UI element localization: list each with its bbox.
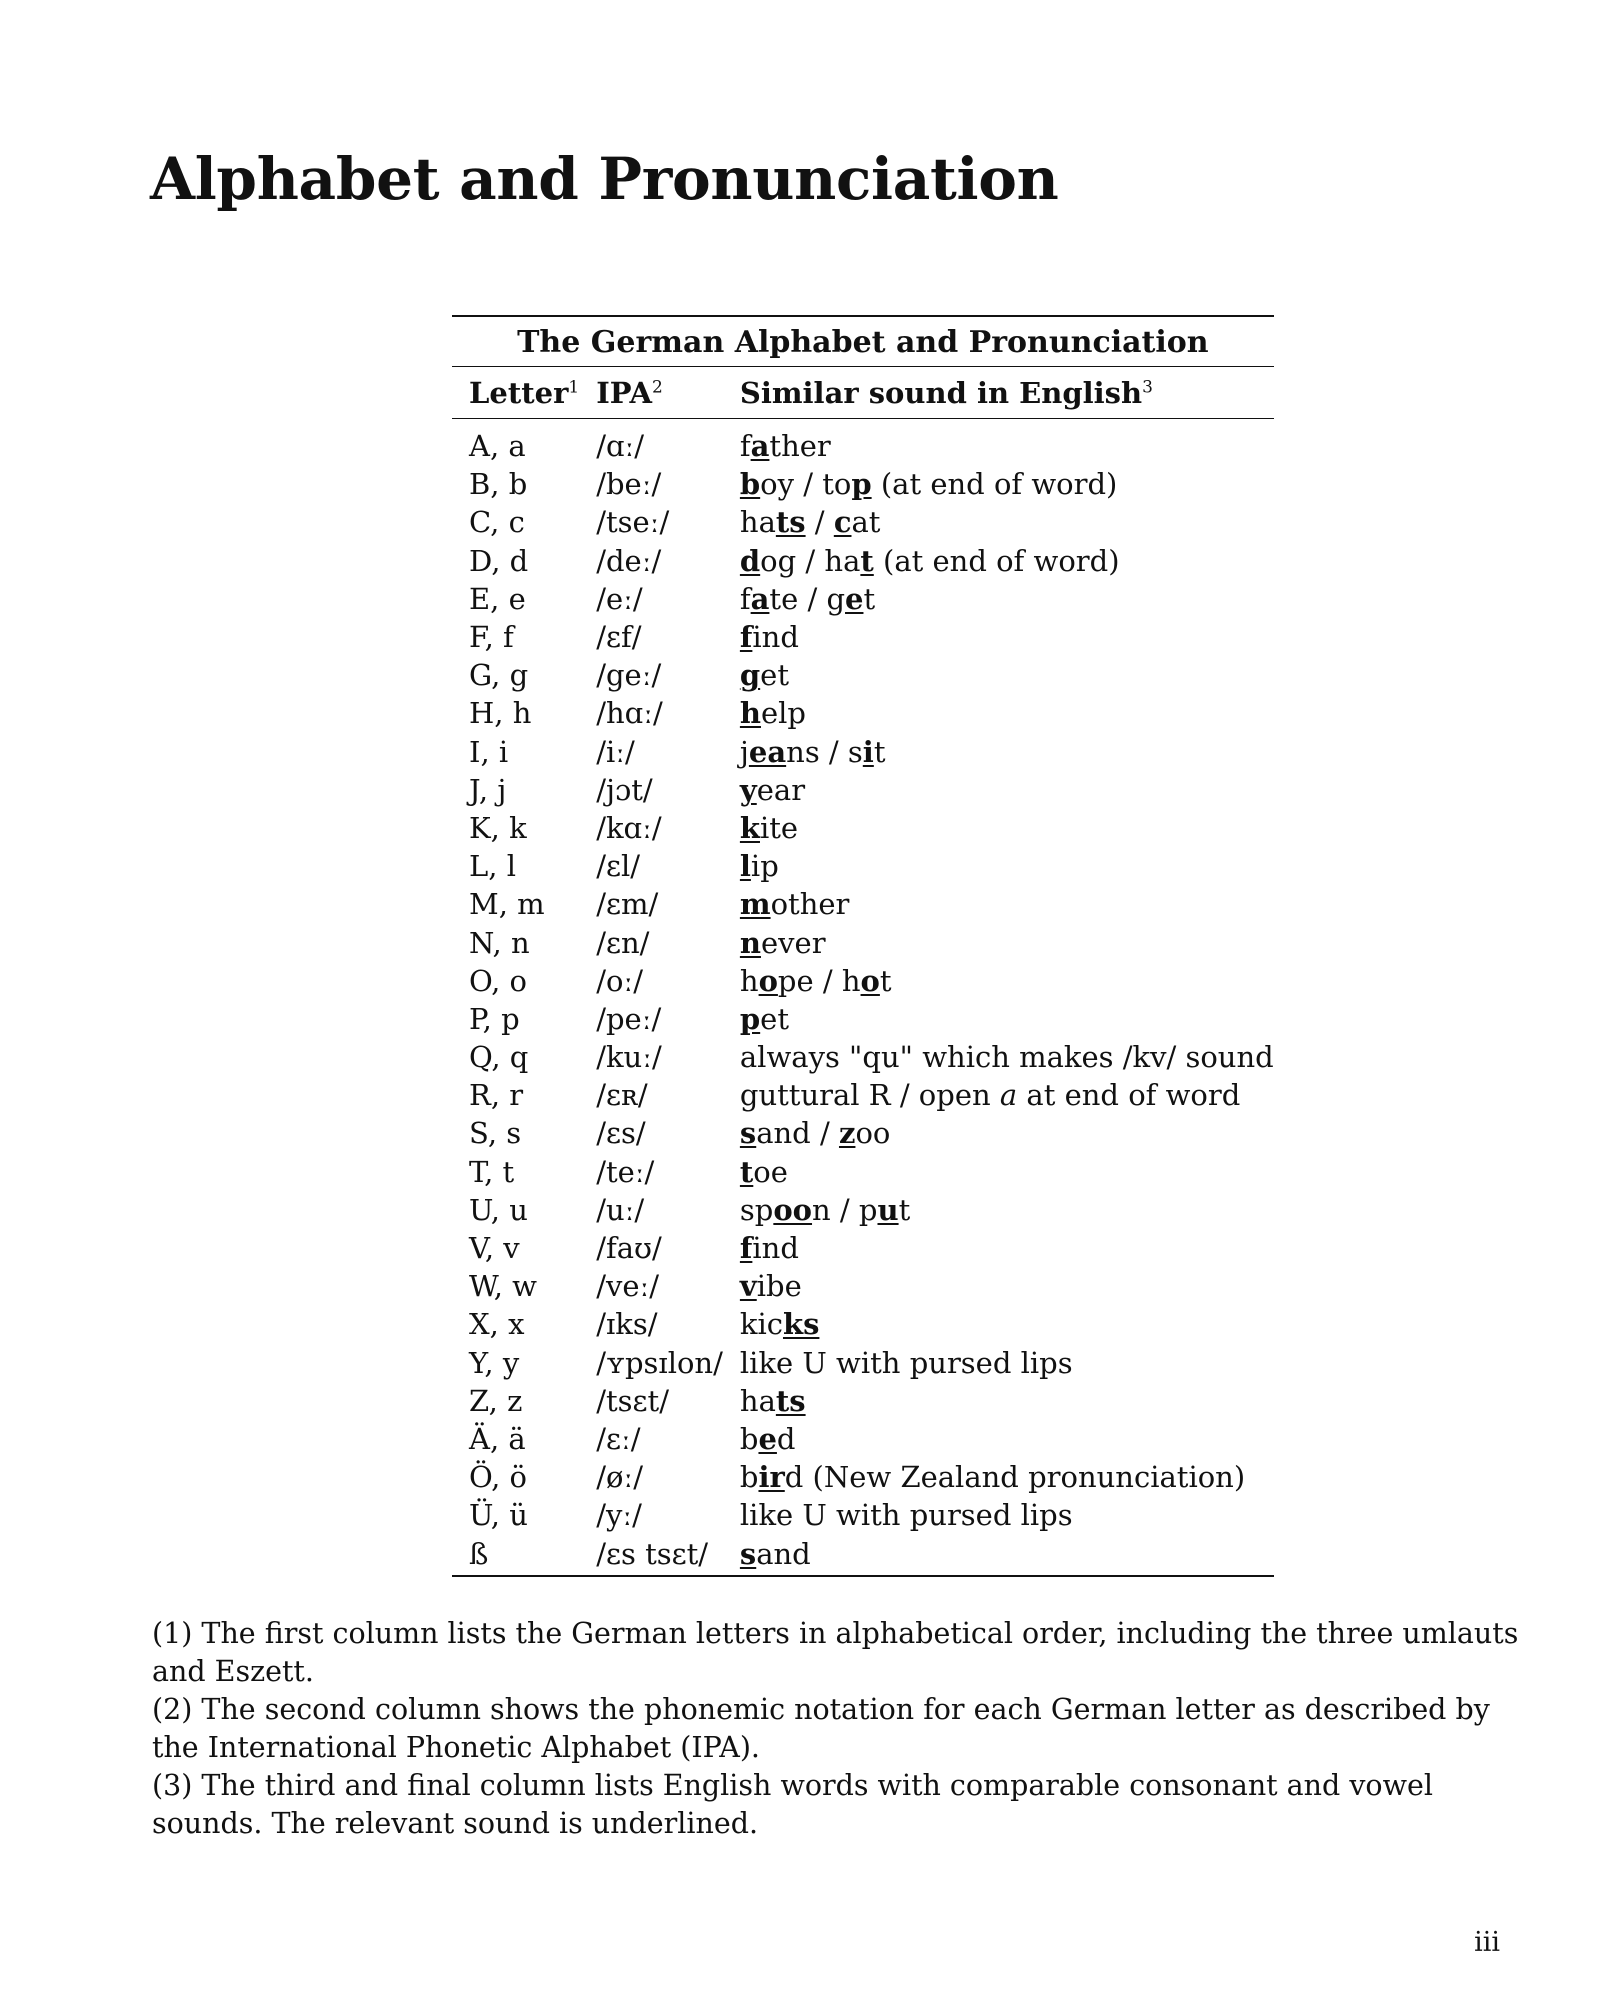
footnotes xyxy=(152,1615,1527,1843)
ipa-cell: /uː/ xyxy=(596,1192,645,1227)
ipa-cell: /ɪks/ xyxy=(596,1307,658,1342)
letter-cell: R, r xyxy=(469,1078,524,1113)
table-row xyxy=(452,1191,1274,1229)
table-row xyxy=(452,1344,1274,1382)
highlighted-sound: ir xyxy=(758,1460,785,1495)
ipa-cell: /øː/ xyxy=(596,1460,643,1495)
example-text: kic xyxy=(739,1307,783,1342)
highlighted-sound: s xyxy=(739,1116,757,1151)
english-example-cell xyxy=(723,1076,1274,1114)
letter-cell: I, i xyxy=(469,734,509,769)
example-text: og / ha xyxy=(760,543,861,578)
example-text: ibe xyxy=(756,1269,802,1304)
letter-cell: J, j xyxy=(469,772,507,807)
highlighted-sound: ea xyxy=(748,734,787,769)
highlighted-sound: u xyxy=(877,1192,899,1227)
highlighted-sound: b xyxy=(739,467,761,502)
table-row xyxy=(452,419,1274,466)
header-english-label: Similar sound in English xyxy=(739,376,1143,410)
highlighted-sound: ts xyxy=(775,505,806,540)
highlighted-sound: v xyxy=(739,1269,757,1304)
ipa-cell: /ɑː/ xyxy=(596,429,645,464)
example-text: et xyxy=(760,658,789,693)
highlighted-sound: f xyxy=(739,620,753,655)
ipa-cell: /ɛː/ xyxy=(596,1421,641,1456)
english-example-cell xyxy=(723,1382,1274,1420)
ipa-cell: /kɑː/ xyxy=(596,810,662,845)
example-text: t xyxy=(873,734,886,769)
table-row xyxy=(452,694,1274,732)
table-row xyxy=(452,771,1274,809)
english-example-cell xyxy=(723,1114,1274,1152)
ipa-cell: /geː/ xyxy=(596,658,662,693)
example-text: d (New Zealand pronunciation) xyxy=(784,1460,1246,1495)
highlighted-sound: s xyxy=(739,1536,757,1571)
example-text: like U with pursed lips xyxy=(739,1345,1073,1380)
letter-cell: E, e xyxy=(469,581,526,616)
letter-cell: W, w xyxy=(469,1269,537,1304)
header-ipa-label: IPA xyxy=(596,376,652,410)
table-row xyxy=(452,1420,1274,1458)
example-text: d xyxy=(776,1421,796,1456)
letter-cell: Ö, ö xyxy=(469,1460,527,1495)
english-example-cell xyxy=(723,1229,1274,1267)
english-example-cell xyxy=(723,847,1274,885)
alphabet-table xyxy=(452,315,1274,1577)
example-text: ha xyxy=(739,1383,776,1418)
highlighted-sound: g xyxy=(739,658,761,693)
footnote-2: (2) The second column shows the phonemic notation for each German letter as described by the International Phonetic Alphabet (IPA). xyxy=(152,1693,1490,1764)
ipa-cell: /tsɛt/ xyxy=(596,1383,669,1418)
english-example-cell xyxy=(723,542,1274,580)
ipa-cell: /ɛn/ xyxy=(596,925,650,960)
example-text: (at end of word) xyxy=(873,543,1120,578)
letter-cell: N, n xyxy=(469,925,530,960)
english-example-cell xyxy=(723,733,1274,771)
table-row xyxy=(452,503,1274,541)
example-text: elp xyxy=(760,696,806,731)
english-example-cell xyxy=(723,1153,1274,1191)
table-body xyxy=(452,419,1274,1576)
table-row xyxy=(452,885,1274,923)
ipa-cell: /ɛs/ xyxy=(596,1116,646,1151)
highlighted-sound: m xyxy=(739,887,771,922)
table-header-row xyxy=(452,367,1274,419)
highlighted-sound: e xyxy=(845,581,864,616)
ipa-cell: /veː/ xyxy=(596,1269,660,1304)
example-text: like U with pursed lips xyxy=(739,1498,1073,1533)
footnote-1: (1) The first column lists the German letters in alphabetical order, including the three umlauts and Eszett. xyxy=(152,1617,1519,1688)
letter-cell: Y, y xyxy=(469,1345,520,1380)
english-example-cell xyxy=(723,1458,1274,1496)
example-text: ther xyxy=(769,429,831,464)
letter-cell: T, t xyxy=(469,1154,515,1189)
english-example-cell xyxy=(723,923,1274,961)
english-example-cell xyxy=(723,1000,1274,1038)
example-text: ind xyxy=(752,1231,799,1266)
ipa-cell: /ɛf/ xyxy=(596,620,642,655)
english-example-cell xyxy=(723,1038,1274,1076)
table-row xyxy=(452,1114,1274,1152)
table-row xyxy=(452,809,1274,847)
highlighted-sound: ts xyxy=(775,1383,806,1418)
english-example-cell xyxy=(723,1534,1274,1575)
table-row xyxy=(452,1382,1274,1420)
letter-cell: B, b xyxy=(469,467,528,502)
example-text: f xyxy=(739,581,751,616)
english-example-cell xyxy=(723,771,1274,809)
table-row xyxy=(452,465,1274,503)
ipa-cell: /eː/ xyxy=(596,581,643,616)
example-text: ever xyxy=(760,925,826,960)
table-row xyxy=(452,962,1274,1000)
example-text: j xyxy=(739,734,749,769)
highlighted-sound: c xyxy=(833,505,852,540)
example-text: et xyxy=(760,1001,789,1036)
letter-cell: A, a xyxy=(469,429,526,464)
english-example-cell xyxy=(723,503,1274,541)
letter-cell: Q, q xyxy=(469,1040,529,1075)
example-text: ind xyxy=(752,620,799,655)
letter-cell: S, s xyxy=(469,1116,522,1151)
header-english xyxy=(723,367,1274,419)
highlighted-sound: ks xyxy=(782,1307,820,1342)
table-row xyxy=(452,923,1274,961)
ipa-cell: /hɑː/ xyxy=(596,696,663,731)
highlighted-sound: t xyxy=(739,1154,754,1189)
letter-cell: ß xyxy=(452,1534,579,1575)
highlighted-sound: a xyxy=(750,581,770,616)
example-text: pe / h xyxy=(777,963,861,998)
highlighted-sound: o xyxy=(758,963,778,998)
example-text: oe xyxy=(753,1154,788,1189)
footnote-marker-1: 1 xyxy=(568,377,580,398)
example-text: n / p xyxy=(812,1192,878,1227)
letter-cell: X, x xyxy=(469,1307,525,1342)
letter-cell: U, u xyxy=(469,1192,528,1227)
letter-cell: Ü, ü xyxy=(469,1498,528,1533)
footnote-marker-3: 3 xyxy=(1142,377,1153,398)
table-row xyxy=(452,542,1274,580)
ipa-cell: /deː/ xyxy=(596,543,662,578)
example-text: ns / s xyxy=(786,734,863,769)
ipa-cell: /ɛl/ xyxy=(596,849,641,884)
example-text: t xyxy=(898,1192,911,1227)
example-text: b xyxy=(739,1460,759,1495)
italic-text: a xyxy=(999,1078,1018,1113)
highlighted-sound: p xyxy=(739,1001,761,1036)
table-row xyxy=(452,580,1274,618)
english-example-cell xyxy=(723,1191,1274,1229)
english-example-cell xyxy=(723,809,1274,847)
english-example-cell xyxy=(723,885,1274,923)
example-text: ha xyxy=(739,505,776,540)
table-row xyxy=(452,618,1274,656)
english-example-cell xyxy=(723,1496,1274,1534)
highlighted-sound: l xyxy=(739,849,751,884)
highlighted-sound: p xyxy=(851,467,872,502)
highlighted-sound: h xyxy=(739,696,761,731)
ipa-cell: /iː/ xyxy=(596,734,635,769)
table-row xyxy=(452,1076,1274,1114)
ipa-cell: /ɛʀ/ xyxy=(596,1078,648,1113)
english-example-cell xyxy=(723,1344,1274,1382)
example-text: b xyxy=(739,1421,759,1456)
footnote-3: (3) The third and final column lists English words with comparable consonant and vowel sounds. The relevant sound is underlined. xyxy=(152,1769,1433,1840)
letter-cell: M, m xyxy=(469,887,545,922)
highlighted-sound: oo xyxy=(773,1192,813,1227)
example-text: te / g xyxy=(769,581,846,616)
ipa-cell: /yː/ xyxy=(596,1498,642,1533)
highlighted-sound: z xyxy=(838,1116,856,1151)
example-text: and xyxy=(756,1536,811,1571)
footnote-marker-2: 2 xyxy=(651,377,663,398)
english-example-cell xyxy=(723,1420,1274,1458)
english-example-cell xyxy=(723,962,1274,1000)
english-example-cell xyxy=(723,656,1274,694)
page-number: iii xyxy=(1474,1927,1500,1958)
highlighted-sound: y xyxy=(739,772,757,807)
ipa-cell: /jɔt/ xyxy=(596,772,653,807)
letter-cell: D, d xyxy=(469,543,529,578)
letter-cell: G, g xyxy=(469,658,529,693)
example-text: guttural R / open xyxy=(739,1078,1000,1113)
table-row xyxy=(452,1229,1274,1267)
ipa-cell: /ʏpsɪlon/ xyxy=(596,1345,723,1380)
example-text: at end of word xyxy=(1017,1078,1241,1113)
highlighted-sound: f xyxy=(739,1231,753,1266)
highlighted-sound: d xyxy=(739,543,761,578)
example-text: f xyxy=(739,429,751,464)
table-row xyxy=(452,1534,1274,1575)
table-row xyxy=(452,733,1274,771)
example-text: sp xyxy=(739,1192,774,1227)
table-row xyxy=(452,1305,1274,1343)
ipa-cell: /faʊ/ xyxy=(596,1231,662,1266)
letter-cell: K, k xyxy=(469,810,527,845)
table-row xyxy=(452,1267,1274,1305)
english-example-cell xyxy=(723,465,1274,503)
letter-cell: Ä, ä xyxy=(469,1421,526,1456)
table-row xyxy=(452,1000,1274,1038)
english-example-cell xyxy=(723,419,1274,466)
example-text: t xyxy=(863,581,876,616)
ipa-cell: /oː/ xyxy=(596,963,643,998)
table-row xyxy=(452,847,1274,885)
letter-cell: O, o xyxy=(469,963,527,998)
letter-cell: H, h xyxy=(469,696,532,731)
highlighted-sound: n xyxy=(739,925,761,960)
letter-cell: P, p xyxy=(469,1001,520,1036)
table-row xyxy=(452,1038,1274,1076)
highlighted-sound: t xyxy=(860,543,874,578)
letter-cell: Z, z xyxy=(469,1383,523,1418)
table-row xyxy=(452,1153,1274,1191)
example-text: (at end of word) xyxy=(871,467,1118,502)
english-example-cell xyxy=(723,1305,1274,1343)
ipa-cell: /tseː/ xyxy=(596,505,670,540)
example-text: ite xyxy=(759,810,799,845)
example-text: t xyxy=(879,963,892,998)
ipa-cell: /ɛs tsɛt/ xyxy=(579,1534,723,1575)
example-text: and / xyxy=(756,1116,839,1151)
header-letter xyxy=(452,367,579,419)
header-ipa xyxy=(579,367,723,419)
alphabet-table-container xyxy=(452,315,1274,1577)
header-letter-label: Letter xyxy=(469,376,569,410)
ipa-cell: /beː/ xyxy=(596,467,662,502)
highlighted-sound: o xyxy=(860,963,880,998)
letter-cell: C, c xyxy=(469,505,525,540)
letter-cell: L, l xyxy=(469,849,516,884)
table-row xyxy=(452,1458,1274,1496)
letter-cell: V, v xyxy=(469,1231,520,1266)
ipa-cell: /ɛm/ xyxy=(596,887,659,922)
example-text: other xyxy=(770,887,850,922)
example-text: oo xyxy=(855,1116,891,1151)
english-example-cell xyxy=(723,580,1274,618)
example-text: ear xyxy=(756,772,806,807)
example-text: oy / to xyxy=(760,467,852,502)
ipa-cell: /kuː/ xyxy=(596,1040,662,1075)
highlighted-sound: e xyxy=(758,1421,777,1456)
table-row xyxy=(452,1496,1274,1534)
page-title: Alphabet and Pronunciation xyxy=(150,145,1059,213)
example-text: ip xyxy=(750,849,779,884)
ipa-cell: /teː/ xyxy=(596,1154,655,1189)
letter-cell: F, f xyxy=(469,620,514,655)
table-row xyxy=(452,656,1274,694)
example-text: h xyxy=(739,963,759,998)
english-example-cell xyxy=(723,618,1274,656)
highlighted-sound: k xyxy=(739,810,760,845)
example-text: / xyxy=(805,505,834,540)
english-example-cell xyxy=(723,1267,1274,1305)
example-text: at xyxy=(851,505,881,540)
table-caption: The German Alphabet and Pronunciation xyxy=(452,315,1274,367)
english-example-cell xyxy=(723,694,1274,732)
example-text: always "qu" which makes /kv/ sound xyxy=(739,1040,1274,1075)
highlighted-sound: i xyxy=(862,734,874,769)
highlighted-sound: a xyxy=(750,429,770,464)
ipa-cell: /peː/ xyxy=(596,1001,662,1036)
